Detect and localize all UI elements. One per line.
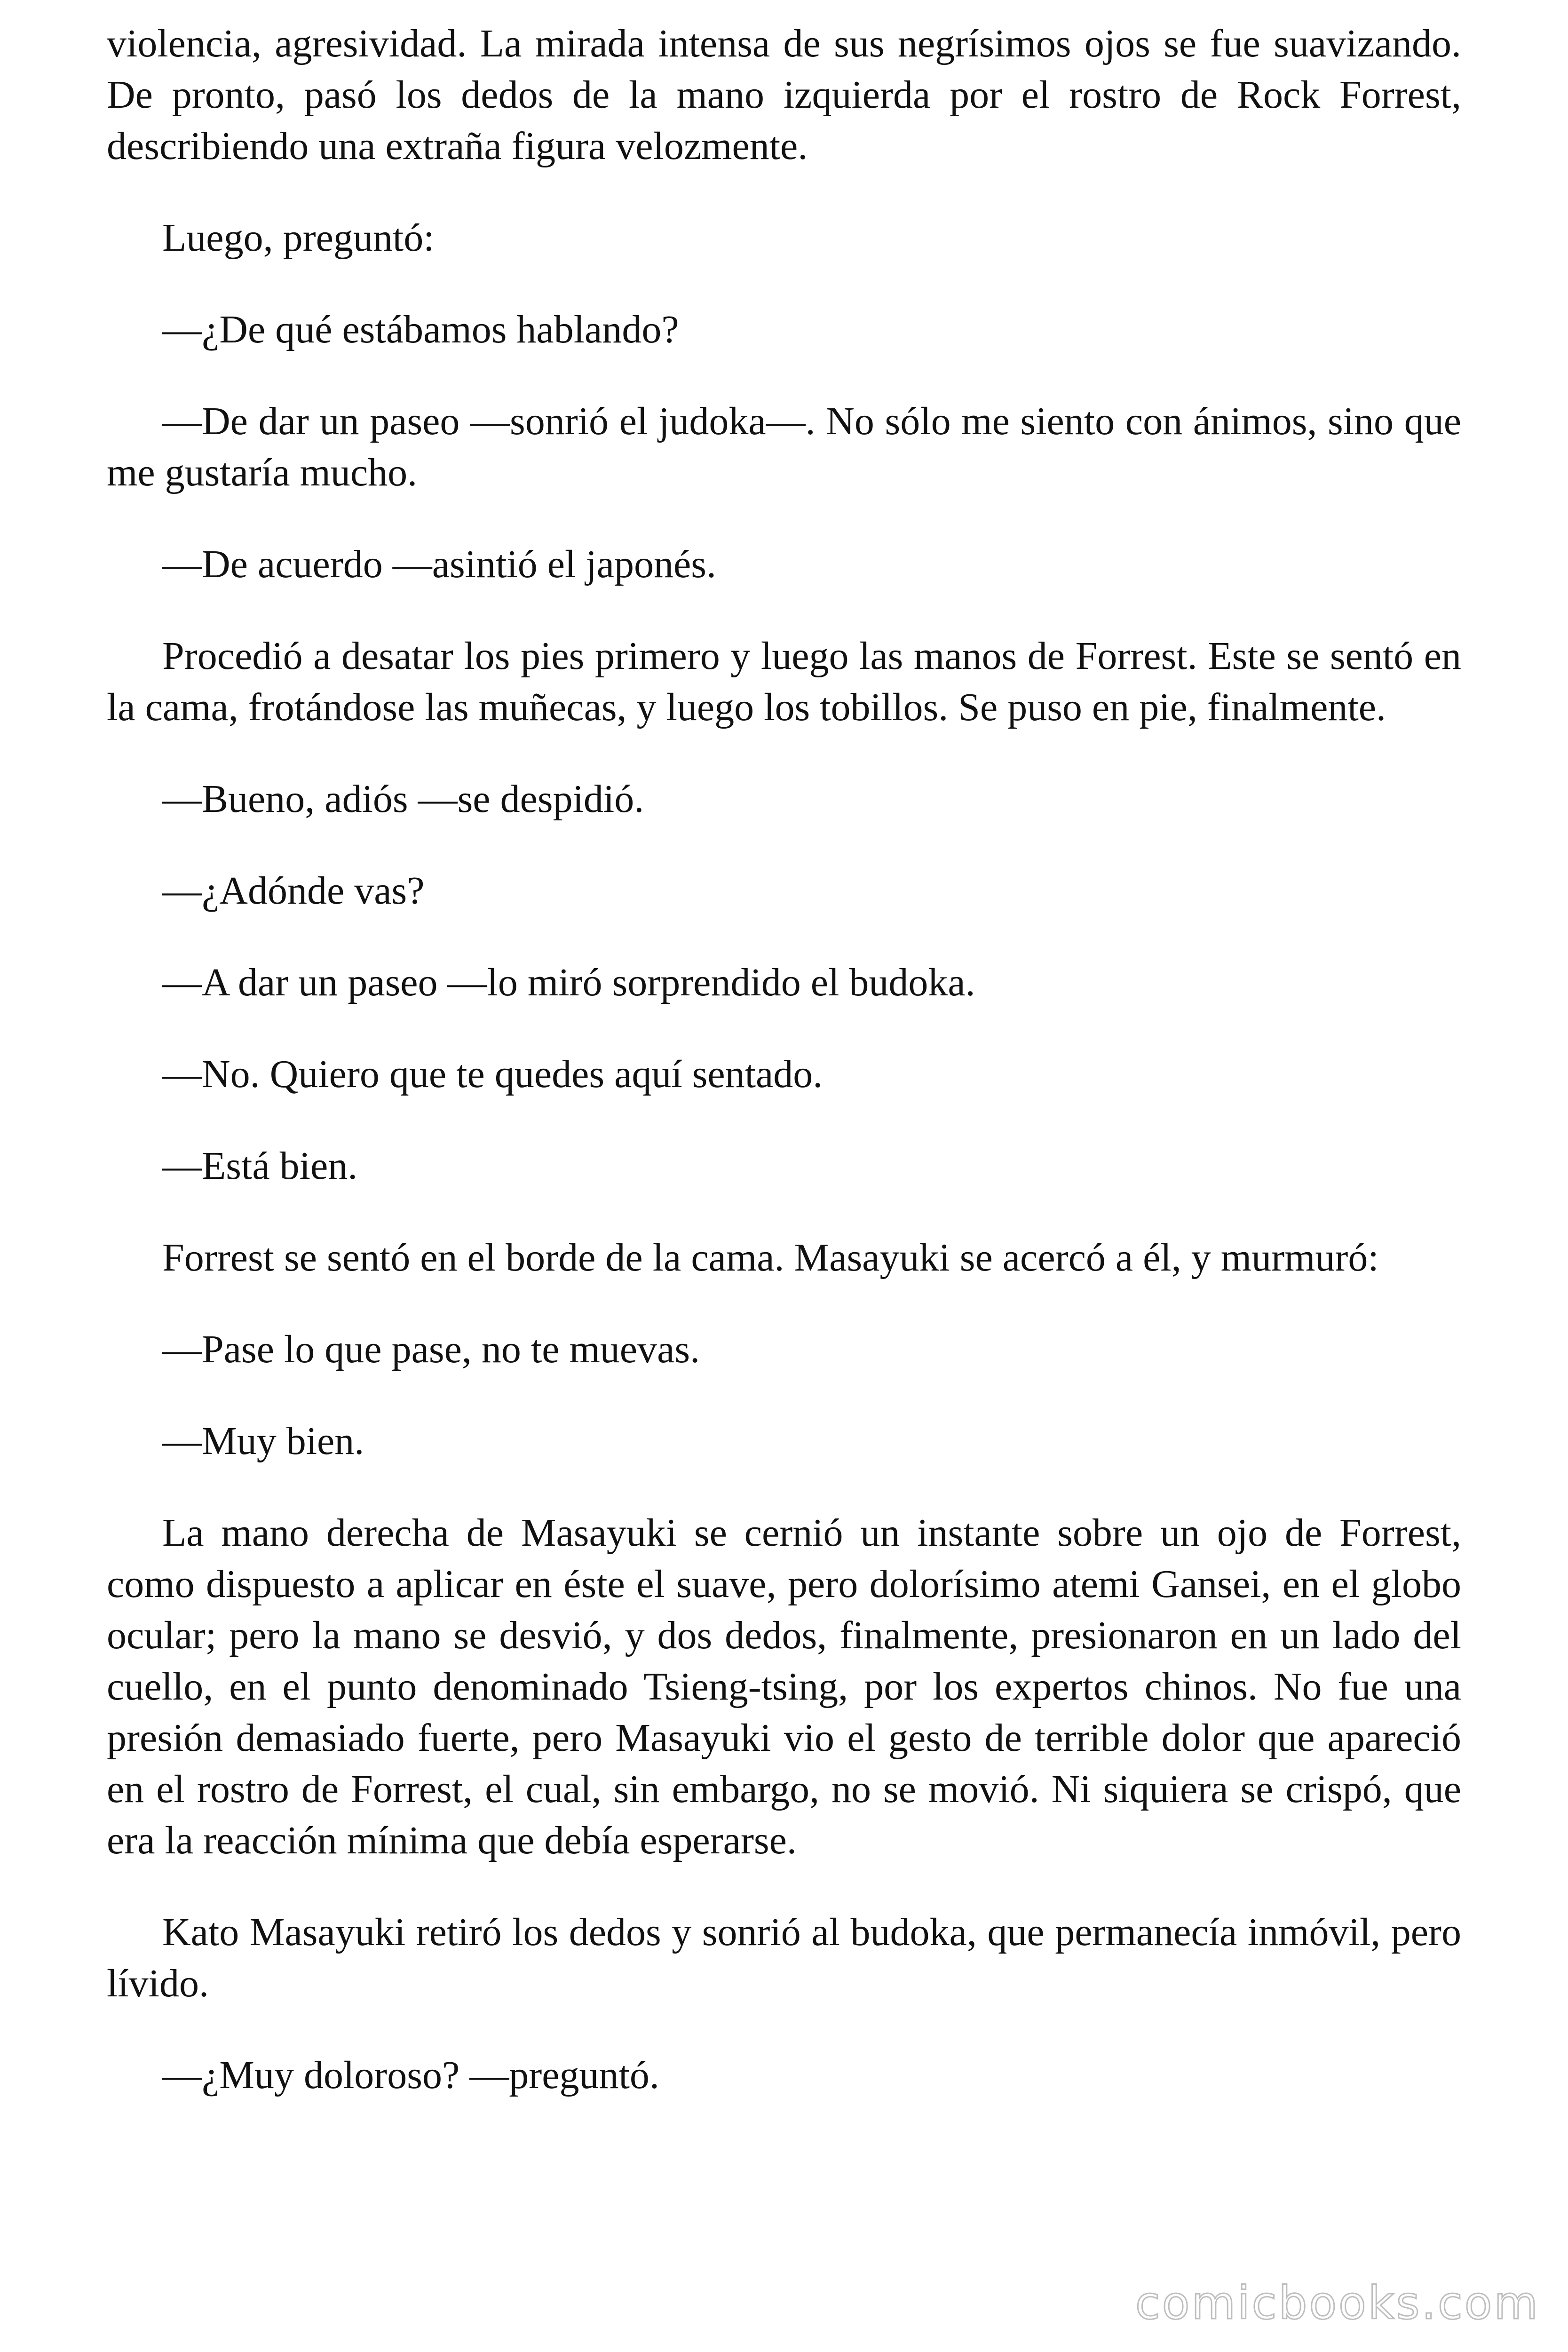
paragraph: —Pase lo que pase, no te muevas.: [162, 1327, 700, 1371]
paragraph: —Muy bien.: [162, 1419, 364, 1463]
paragraph: —¿De qué estábamos hablando?: [162, 308, 679, 351]
paragraph: Luego, preguntó:: [162, 216, 435, 260]
paragraph: —De acuerdo —asintió el japonés.: [162, 542, 716, 586]
paragraph: —Bueno, adiós —se despidió.: [162, 777, 644, 821]
paragraph: Procedió a desatar los pies primero y luego las manos de Forrest. Este se sentó en la cama, frotándose las muñecas, y luego los tobillos. Se puso en pie, finalmente.: [107, 634, 1461, 729]
paragraph: —A dar un paseo —lo miró sorprendido el budoka.: [162, 961, 975, 1004]
paragraph: Forrest se sentó en el borde de la cama. Masayuki se acercó a él, y murmuró:: [162, 1236, 1379, 1279]
paragraph: —No. Quiero que te quedes aquí sentado.: [162, 1052, 823, 1096]
paragraph: La mano derecha de Masayuki se cernió un instante sobre un ojo de Forrest, como dispuesto a aplicar en éste el suave, pero dolorísimo atemi Gansei, en el globo ocular; pero la mano se desvió, y dos dedos, finalmente, presionaron en un lado del cuello, en el punto denominado Tsieng-tsing, por los expertos chinos. No fue una presión demasiado fuerte, pero Masayuki vio el gesto de terrible dolor que apareció en el rostro de Forrest, el cual, sin embargo, no se movió. Ni siquiera se crispó, que era la reacción mínima que debía esperarse.: [107, 1511, 1461, 1862]
paragraph: —¿Muy doloroso? —preguntó.: [162, 2053, 659, 2097]
paragraph: —Está bien.: [162, 1144, 358, 1188]
paragraph: —De dar un paseo —sonrió el judoka—. No sólo me siento con ánimos, sino que me gustaría mucho.: [107, 399, 1461, 494]
paragraph: Kato Masayuki retiró los dedos y sonrió al budoka, que permanecía inmóvil, pero lívido.: [107, 1910, 1461, 2005]
watermark-logo: comicbooks.com: [1135, 2277, 1540, 2329]
paragraph: —¿Adónde vas?: [162, 869, 425, 913]
paragraph-continuation: violencia, agresividad. La mirada intensa de sus negrísimos ojos se fue suavizando. De pronto, pasó los dedos de la mano izquierda por el rostro de Rock Forrest, describiendo una extraña figura velozmente.: [107, 22, 1461, 168]
page-body: [107, 18, 1461, 2141]
